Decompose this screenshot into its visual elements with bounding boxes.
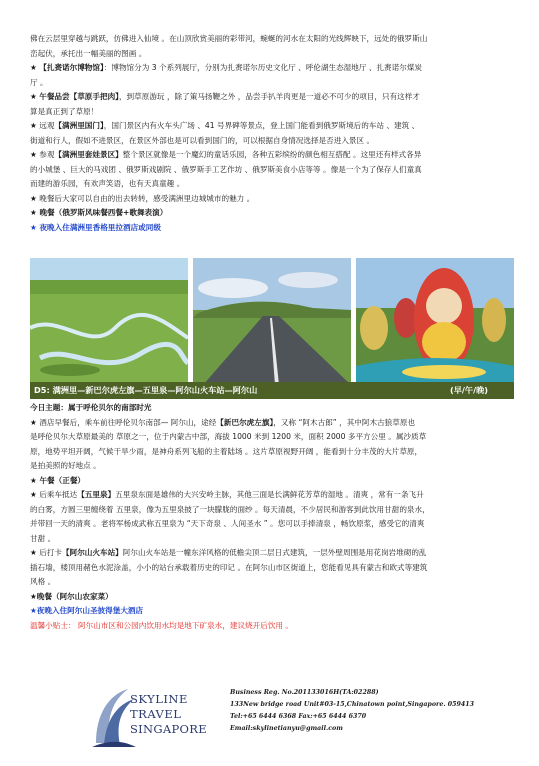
photo-strip	[30, 258, 514, 385]
item-arxan-station-cont: 插石墙，楼顶用赭色水泥涂盖，小小的站台承载着历史的印记 。在阿尔山市区街道上，您能看见具有蒙古和欧式等建筑	[30, 562, 428, 572]
intro-line: 佛在云层里穿越与跳跃，仿佛进入仙境 。在山顶欣赏美丽的彩带河，蜿蜒的河水在太阳的光线辉映下，远处的俄罗斯山	[30, 34, 428, 43]
item-left-banner-cont: 是呼伦贝尔大草原最美的 草原之一，位于内蒙古中部，海拔 1000 米到 1200 米，面积 2000 多平方公里 。属沙质草	[30, 432, 427, 441]
day4-description	[30, 32, 514, 235]
email: Email:skylinetianyu@gmail.com	[230, 725, 343, 732]
item-wuliquan-cont: 的白雾，方圆三里缠绕着 五里泉，像为五里泉披了一块朦胧的面纱 。每天清晨，不少居民和游客到此饮用甘甜的泉水，	[30, 504, 430, 514]
address: 133New bridge road Unit#03-15,Chinatown point,Singapore. 059413	[230, 701, 475, 708]
item-left-banner: ★ 酒店早餐后，乘车前往呼伦贝尔南部— 阿尔山，途经【新巴尔虎左旗】，又称 “阿木古郎” ，其中阿木古狼草原也	[30, 417, 416, 427]
day5-header	[30, 382, 514, 399]
hotel-line: ★ 夜晚入住满洲里香格里拉酒店或同级	[30, 222, 161, 232]
hotel-line: ★夜晚入住阿尔山圣彼得堡大酒店	[30, 606, 144, 615]
item-arxan-station: ★ 后打卡【阿尔山火车站】阿尔山火车站是一幢东洋风格的低檐尖顶二层日式建筑，一层外壁周围是用花岗岩堆砌的乱	[30, 548, 427, 557]
item-wuliquan-cont: 甘甜 。	[30, 533, 56, 543]
phone-fax: Tel:+65 6444 6368 Fax:+65 6444 6370	[230, 713, 367, 720]
day5-description	[30, 401, 514, 633]
day5-title: D5: 满洲里—新巴尔虎左旗—五里泉—阿尔山火车站—阿尔山	[34, 385, 258, 395]
item-evening: ★ 晚餐后大家可以自由的出去转转，感受满洲里边城城市的魅力 。	[30, 193, 255, 203]
dinner-line: ★晚餐（阿尔山农家菜）	[30, 591, 113, 601]
item-national-gate: ★ 远观【满洲里国门】，国门景区内有火车头广场 、41 号界碑等景点，登上国门能看到俄罗斯境后的车站 、建筑 、	[30, 121, 420, 130]
day5-meals: (早/午/晚)	[449, 385, 488, 395]
item-museum: ★ 【扎赉诺尔博物馆】：博物馆分为 3 个系列展厅，分别为扎赉诺尔历史文化厅 、呼伦湖生态湿地厅 、扎赉诺尔煤炭	[30, 63, 423, 72]
item-arxan-station-cont: 风格 。	[30, 577, 56, 586]
skyline-logo	[90, 683, 225, 753]
dinner-line: ★ 晚餐（俄罗斯风味餐西餐+歌舞表演）	[30, 208, 168, 217]
lunch-line: ★ 午餐（正餐）	[30, 475, 86, 485]
contact-block	[230, 687, 474, 735]
business-reg: Business Reg. No.201133016H(TA:02288)	[230, 689, 379, 696]
item-national-gate-cont: 街道和行人，假如不进景区，在景区外部也是可以看到国门的，可以根据自身情况选择是否进入景区 。	[30, 135, 375, 145]
company-footer	[90, 683, 475, 753]
logo-line-2: TRAVEL	[130, 707, 182, 721]
item-wuliquan-cont: 并带回一天的清爽 。老将军杨成武称五里泉为 “天下奇泉 、人间圣水 ” 。您可以手捧清泉 ，畅饮原浆，感受它的清爽	[30, 519, 425, 528]
warm-tip: 温馨小贴士： 阿尔山市区和公园内饮用水均是地下矿泉水，建议烧开后饮用 。	[30, 620, 294, 630]
matryoshka-park-photo	[356, 258, 514, 385]
river-meadow-photo	[30, 258, 188, 385]
logo-line-1: SKYLINE	[130, 692, 188, 706]
intro-line: 峦起伏，承托出一幅美丽的图画 。	[30, 48, 147, 58]
item-lunch-cont: 算是真正到了草原！	[30, 106, 99, 116]
item-matryoshka: ★ 参观【满洲里套娃景区】整个景区就像是一个魔幻的童话乐园，各种五彩缤纷的颜色相互搭配 。这里还有样式各异	[30, 150, 422, 159]
highway-grassland-photo	[193, 258, 351, 385]
item-wuliquan: ★ 后乘车抵达【五里泉】五里泉东面是雄伟的大兴安岭主脉，其他三面是长满鲜花芳草的湿地 。清爽 ，常有一条飞升	[30, 490, 424, 499]
today-theme: 今日主题：属于呼伦贝尔的南部时光	[30, 403, 152, 412]
item-left-banner-cont: 是拍美照的好地点 。	[30, 461, 101, 470]
item-left-banner-cont: 原，地势平坦开阔，气候干旱少雨，是神舟系列飞船的主着陆场 。这片草原视野开阔 ，能看到十分丰茂的大片草原，	[30, 446, 423, 456]
item-lunch: ★ 午餐品尝【草原手把肉】，到草原游玩 ，除了策马扬鞭之外 ，品尝手扒羊肉更是一道必不可少的项目，只有这样才	[30, 92, 420, 101]
item-matryoshka-cont: 而建的游乐园，有欢声笑语，也有天真童趣 。	[30, 179, 185, 188]
item-matryoshka-cont: 的小城堡 、巨大的马戏团 、俄罗斯戏剧院 、俄罗斯手工艺作坊 、俄罗斯美食小店等等 。像是一个为了保存人们童真	[30, 164, 422, 174]
item-museum-cont: 厅 。	[30, 77, 48, 87]
logo-line-3: SINGAPORE	[130, 722, 207, 736]
